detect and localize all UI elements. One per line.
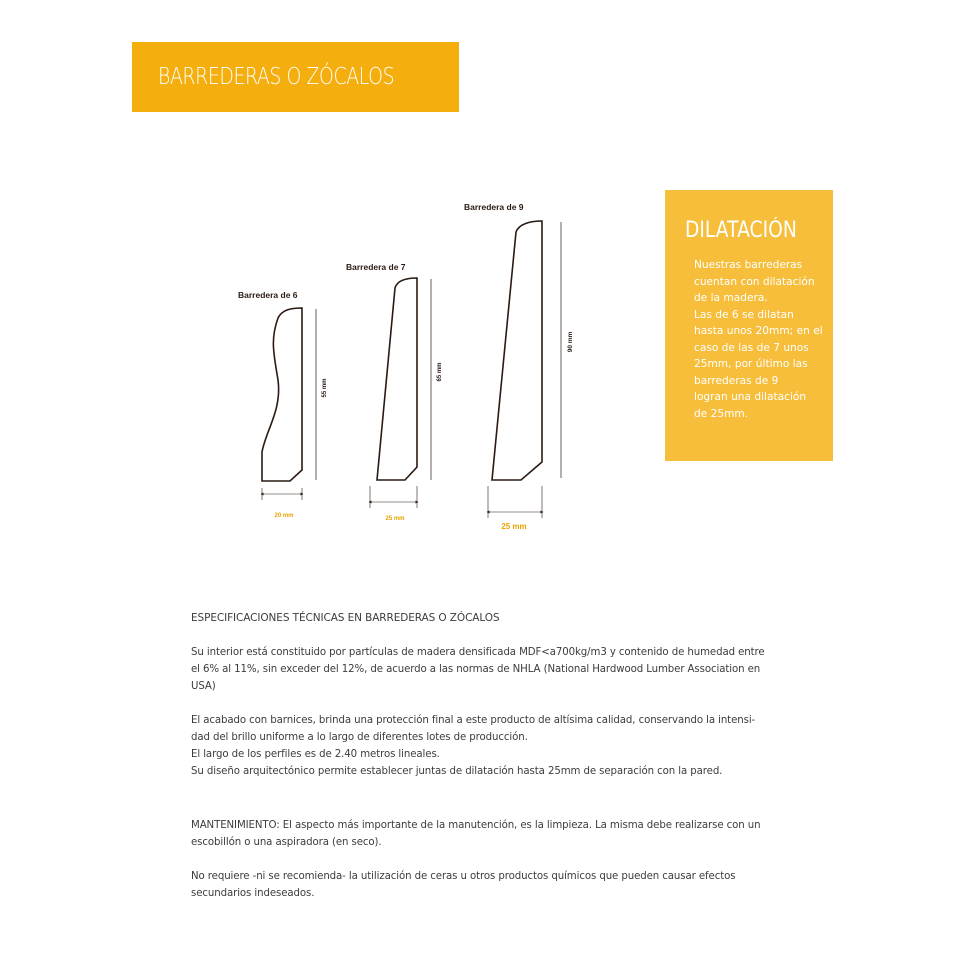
page-title: BARREDERAS O ZÓCALOS	[158, 64, 395, 90]
profile-9-outline	[492, 221, 542, 480]
text-line: Su diseño arquitectónico permite establecer juntas de dilatación hasta 25mm de separación con la pared.	[191, 766, 723, 777]
text-line: Su interior está constituido por partículas de madera densificada MDF<a700kg/m3 y contenido de humedad entre	[191, 647, 765, 658]
title-banner	[132, 42, 459, 112]
note-line: Nuestras barrederas	[694, 259, 803, 271]
profile-7-height: 65 mm	[437, 362, 443, 382]
profile-7-width: 25 mm	[385, 516, 405, 522]
text-line: secundarios indeseados.	[191, 888, 315, 899]
profile-9-label: Barredera de 9	[464, 202, 524, 212]
note-line: caso de las de 7 unos	[694, 341, 809, 354]
profile-6-width: 20 mm	[274, 513, 294, 519]
profile-6-label: Barredera de 6	[238, 290, 298, 300]
profile-6-outline	[262, 308, 302, 481]
note-line: logran una dilatación	[694, 391, 807, 403]
text-line: dad del brillo uniforme a lo largo de diferentes lotes de producción.	[191, 732, 528, 743]
profile-9-width: 25 mm	[501, 522, 527, 531]
text-line: No requiere -ni se recomienda- la utilización de ceras u otros productos químicos que pueden causar efectos	[191, 871, 736, 882]
note-line: de 25mm.	[694, 407, 749, 420]
profile-7	[346, 262, 443, 522]
note-line: hasta unos 20mm; en el	[694, 325, 823, 337]
note-title: DILATACIÓN	[685, 218, 797, 243]
profile-9-height: 90 mm	[567, 331, 574, 353]
text-line: El acabado con barnices, brinda una protección final a este producto de altísima calidad, conservando la intensi-	[191, 715, 756, 726]
profile-6	[238, 290, 328, 519]
specifications-section	[191, 610, 791, 902]
note-line: cuentan con dilatación	[694, 275, 815, 288]
text-line: USA)	[191, 681, 216, 692]
note-line: Las de 6 se dilatan	[694, 308, 794, 321]
profile-7-label: Barredera de 7	[346, 262, 406, 272]
profile-6-height: 55 mm	[322, 378, 328, 398]
paragraph-composition	[191, 644, 791, 695]
profile-7-outline	[377, 278, 417, 480]
paragraph-finish	[191, 712, 791, 780]
text-line: El largo de los perfiles es de 2.40 metros lineales.	[191, 749, 440, 760]
paragraph-warning	[191, 868, 791, 902]
note-line: de la madera.	[694, 292, 768, 304]
text-line: MANTENIMIENTO: El aspecto más importante de la manutención, es la limpieza. La misma debe realizarse con un	[191, 820, 761, 831]
specifications-heading: ESPECIFICACIONES TÉCNICAS EN BARREDERAS O ZÓCALOS	[191, 612, 500, 624]
dilatation-note	[665, 190, 833, 461]
baseboard-profiles-diagram	[200, 190, 580, 550]
note-line: barrederas de 9	[694, 374, 779, 387]
note-body	[694, 257, 822, 422]
text-line: escobillón o una aspiradora (en seco).	[191, 837, 382, 848]
profile-9	[464, 202, 574, 531]
text-line: el 6% al 11%, sin exceder del 12%, de acuerdo a las normas de NHLA (National Hardwood Lumber Association en	[191, 664, 761, 675]
note-line: 25mm, por último las	[694, 358, 808, 370]
paragraph-maintenance	[191, 817, 791, 851]
